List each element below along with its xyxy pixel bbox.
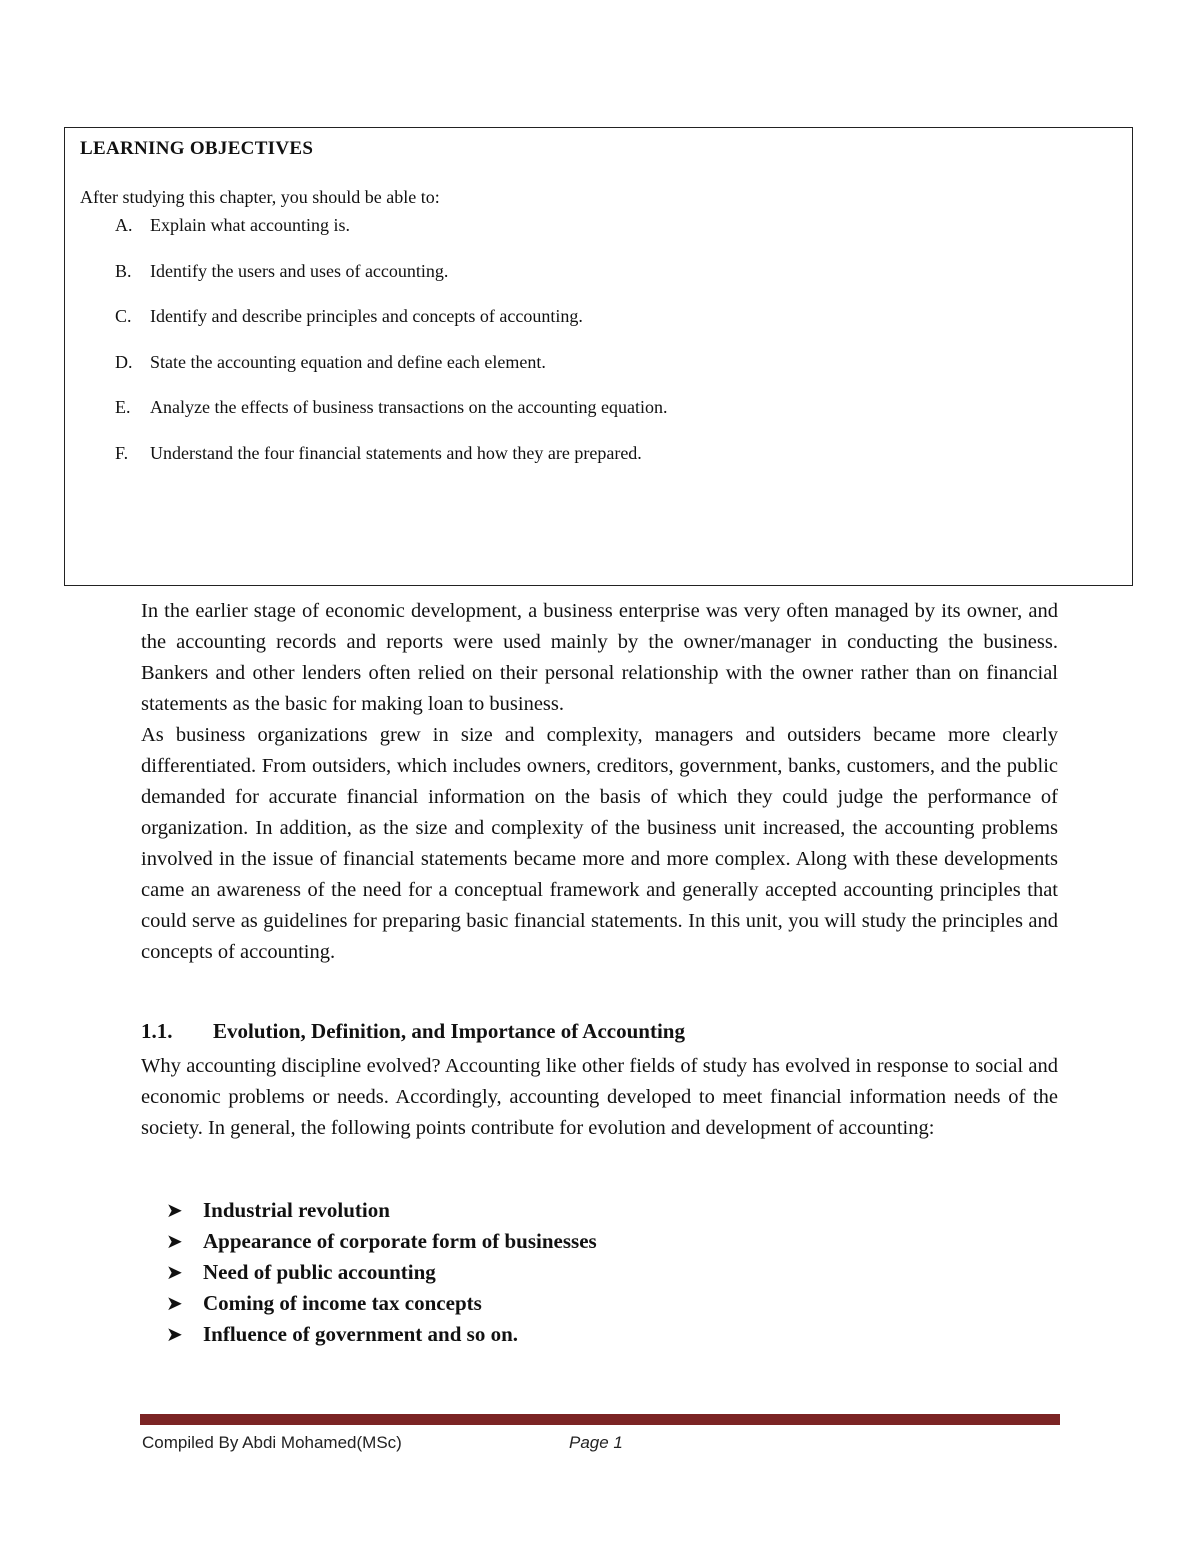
page-number: Page 1 — [569, 1433, 623, 1452]
intro-paragraph-2: As business organizations grew in size and complexity, managers and outsiders became more clearly differentiated. From outsiders, which includes owners, creditors, government, banks, customers, and the public demanded for accurate financial information on the basis of which they could judge the performance of organization. In addition, as the size and complexity of the business unit increased, the accounting problems involved in the issue of financial statements became more and more complex. Along with these developments came an awareness of the need for a conceptual framework and generally accepted accounting principles that could serve as guidelines for preparing basic financial statements. In this unit, you will study the principles and concepts of accounting. — [141, 724, 1058, 963]
section-number: 1.1. — [141, 1019, 173, 1043]
list-item — [166, 1288, 597, 1319]
objective-text: Understand the four financial statements and how they are prepared. — [150, 442, 642, 463]
objective-letter: D. — [115, 351, 133, 372]
arrow-bullet-icon: ➤ — [166, 1198, 183, 1222]
list-item-text: Need of public accounting — [203, 1260, 436, 1284]
list-item — [166, 1319, 597, 1350]
list-item — [166, 1257, 597, 1288]
arrow-bullet-icon: ➤ — [166, 1260, 183, 1284]
arrow-bullet-icon: ➤ — [166, 1229, 183, 1253]
list-item — [166, 1195, 597, 1226]
objectives-intro: After studying this chapter, you should be able to: — [80, 187, 440, 207]
objective-text: Analyze the effects of business transactions on the accounting equation. — [150, 397, 668, 417]
objective-text: Explain what accounting is. — [150, 215, 350, 235]
objective-letter: E. — [115, 397, 131, 417]
section-paragraph: Why accounting discipline evolved? Accounting like other fields of study has evolved in response to social and economic problems or needs. Accordingly, accounting developed to meet financial information needs of the society. In general, the following points contribute for evolution and development of accounting: — [141, 1055, 1058, 1139]
footer-credit: Compiled By Abdi Mohamed(MSc) — [142, 1433, 402, 1452]
objectives-title: LEARNING OBJECTIVES — [80, 138, 314, 159]
evolution-factors-list — [166, 1195, 597, 1350]
objective-letter: C. — [115, 306, 132, 326]
section-heading — [141, 1019, 685, 1044]
list-item — [166, 1226, 597, 1257]
objective-letter: B. — [115, 260, 132, 281]
arrow-bullet-icon: ➤ — [166, 1322, 183, 1346]
objective-letter: A. — [115, 215, 133, 235]
list-item-text: Influence of government and so on. — [203, 1322, 519, 1346]
objective-text: Identify the users and uses of accounting. — [150, 260, 449, 281]
learning-objectives-box — [64, 127, 1133, 586]
footer-divider-bar — [140, 1414, 1060, 1425]
objective-text: Identify and describe principles and concepts of accounting. — [150, 306, 583, 326]
list-item-text: Coming of income tax concepts — [203, 1291, 482, 1315]
arrow-bullet-icon: ➤ — [166, 1291, 183, 1315]
list-item-text: Appearance of corporate form of businesses — [203, 1229, 597, 1253]
intro-paragraph-1: In the earlier stage of economic development, a business enterprise was very often managed by its owner, and the accounting records and reports were used mainly by the owner/manager in conducting the business. Bankers and other lenders often relied on their personal relationship with the owner rather than on financial statements as the basic for making loan to business. — [141, 600, 1058, 715]
section-title: Evolution, Definition, and Importance of Accounting — [213, 1019, 685, 1043]
list-item-text: Industrial revolution — [203, 1198, 390, 1222]
objective-text: State the accounting equation and define each element. — [150, 351, 546, 372]
objective-letter: F. — [115, 442, 129, 463]
